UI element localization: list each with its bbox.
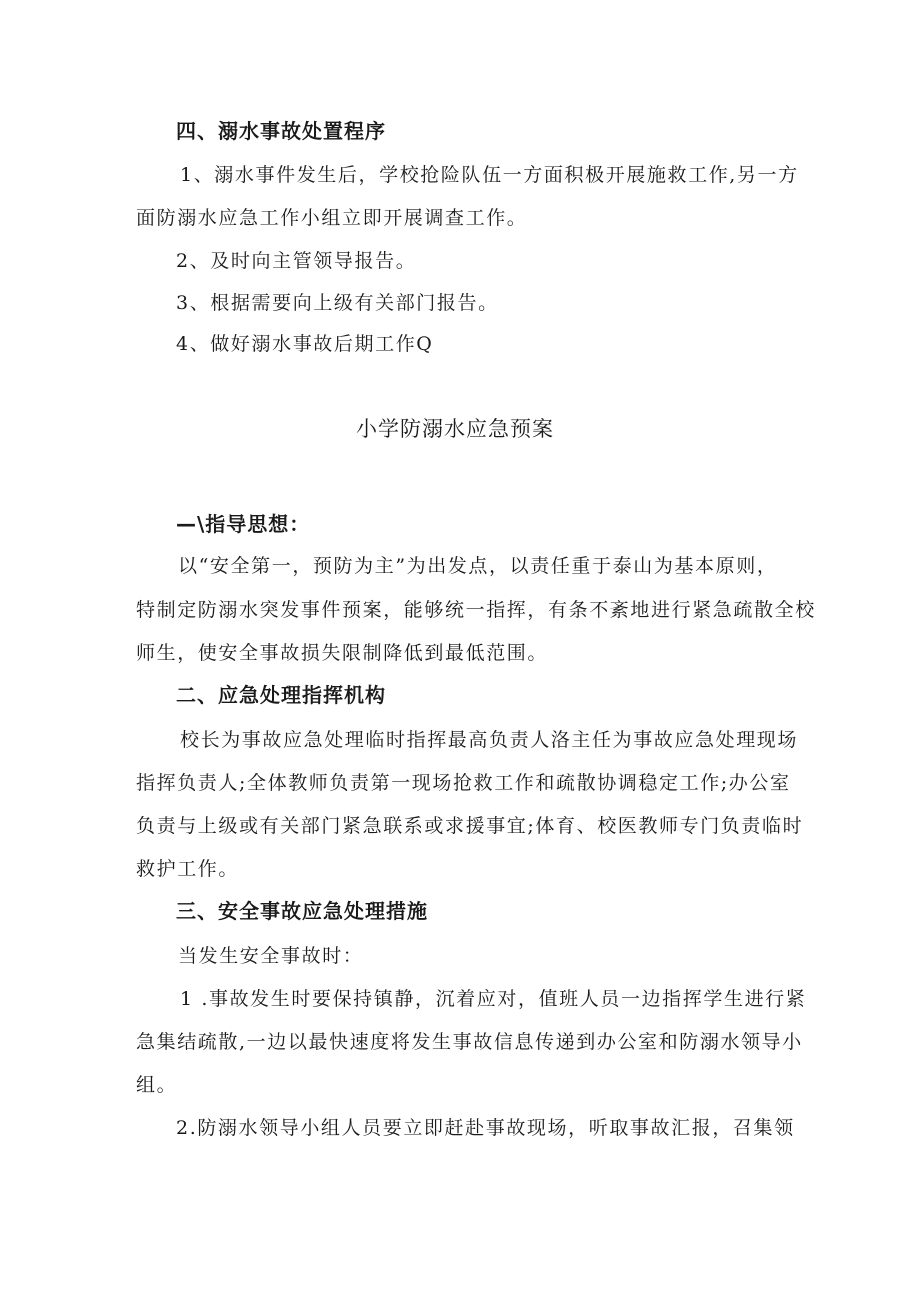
part1-line1: 以“安全第一，预防为主”为出发点，以责任重于泰山为基本原则， — [178, 555, 778, 577]
part2-heading: 二、应急处理指挥机构 — [176, 683, 386, 707]
part3-heading: 三、安全事故应急处理措施 — [176, 899, 428, 923]
part2-line4: 救护工作。 — [136, 858, 240, 880]
section4-heading: 四、溺水事故处置程序 — [176, 119, 386, 143]
section4-item2: 2、及时向主管领导报告。 — [176, 250, 417, 272]
section4-item3: 3、根据需要向上级有关部门报告。 — [176, 292, 499, 314]
section4-item4: 4、做好溺水事故后期工作Q — [176, 333, 434, 355]
document-title: 小学防溺水应急预案 — [356, 417, 554, 441]
part1-line2: 特制定防溺水突发事件预案，能够统一指挥，有条不紊地进行紧急疏散全校 — [136, 599, 816, 621]
part1-line3: 师生，使安全事故损失限制降低到最低范围。 — [136, 642, 549, 664]
section4-item1-line2: 面防溺水应急工作小组立即开展调查工作。 — [136, 207, 528, 229]
part1-heading: —\指导思想： — [176, 512, 311, 536]
part3-intro: 当发生安全事故时： — [178, 945, 364, 967]
part3-measure1-line2: 急集结疏散,一边以最快速度将发生事故信息传递到办公室和防溺水领导小 — [136, 1031, 803, 1053]
part3-measure2-line1: 2.防溺水领导小组人员要立即赶赴事故现场，听取事故汇报，召集领 — [176, 1117, 795, 1139]
part3-measure1-line1: 1 .事故发生时要保持镇静，沉着应对，值班人员一边指挥学生进行紧 — [180, 988, 807, 1010]
part2-line2: 指挥负责人;全体教师负责第一现场抢救工作和疏散协调稳定工作;办公室 — [136, 772, 791, 794]
part3-measure1-line3: 组。 — [136, 1074, 178, 1096]
part2-line3: 负责与上级或有关部门紧急联系或求援事宜;体育、校医教师专门负责临时 — [136, 815, 804, 837]
part2-line1: 校长为事故应急处理临时指挥最高负责人洛主任为事故应急处理现场 — [180, 729, 799, 751]
section4-item1-line1: 1、溺水事件发生后，学校抢险队伍一方面积极开展施救工作,另一方 — [180, 164, 799, 186]
